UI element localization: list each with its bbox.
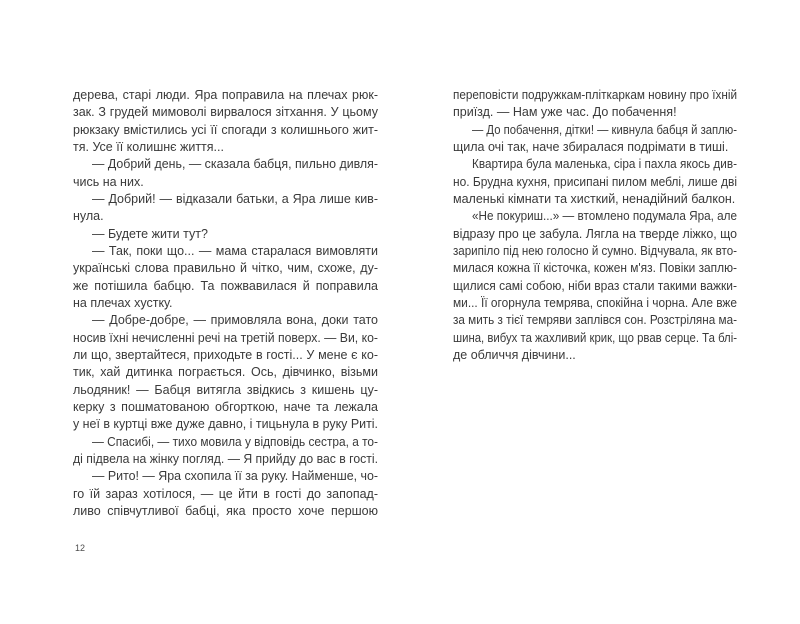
text-line: — Добрий день, — сказала бабця, пильно дивля- — [92, 157, 378, 172]
text-line: керку з пошматованою обгорткою, наче та лежала — [73, 399, 378, 414]
text-line: на плечах хустку. — [73, 295, 173, 310]
right-page-text — [453, 87, 737, 364]
text-line: ливо співчутливої бабці, яка просто хоче першою — [73, 503, 378, 518]
text-line: носив їхні нечисленні речі на третій поверх. — Ви, ко- — [73, 330, 378, 345]
text-line: — До побачення, дітки! — кивнула бабця й заплю- — [472, 122, 737, 137]
text-line: за мить з тієї темряви заплівся сон. Розстріляна ма- — [453, 313, 737, 328]
left-page-text — [73, 87, 378, 520]
text-line: тик, хай дитинка пограється. Ось, дівчинко, візьми — [73, 365, 378, 380]
left-page-number: 12 — [75, 543, 86, 553]
text-line: милася кожна її кісточка, кожен м'яз. Повіки заплю- — [453, 261, 737, 276]
text-line: шина, вибух та жахливий крик, що рвав серце. Та блі- — [453, 330, 737, 345]
text-line: щилися самі собою, ніби враз стали такими важки- — [453, 278, 737, 293]
text-line: — Добрий! — відказали батьки, а Яра лише кив- — [92, 191, 378, 206]
text-line: зарипіло під нею голосно й сумно. Відчувала, як вто- — [453, 243, 737, 258]
text-line: рюкзаку вмістились усі її спогади з колишнього жит- — [73, 122, 378, 137]
text-line: но. Брудна кухня, присипані пилом меблі, лише дві — [453, 174, 737, 189]
text-line: нула. — [73, 209, 104, 224]
text-line: відразу про це забула. Лягла на тверде ліжко, що — [453, 226, 737, 241]
text-line: дерева, старі люди. Яра поправила на плечах рюк- — [73, 88, 378, 102]
text-line: приїзд. — Нам уже час. До побачення! — [453, 105, 677, 120]
text-line: — Рито! — Яра схопила її за руку. Найменше, чо- — [92, 469, 378, 484]
text-line: переповісти подружкам-пліткаркам новину про їхній — [453, 88, 737, 102]
text-line: українські слова правильно й чітко, чим, схоже, ду- — [73, 261, 378, 276]
text-line: же потішила бабцю. Та пожвавилася й поправила — [73, 278, 378, 293]
text-line: ли що, звертайтеся, приходьте в гості... У мене є ко- — [73, 347, 378, 362]
text-line: — Будете жити тут? — [92, 226, 208, 241]
text-line: тя. Усе її колишнє життя... — [73, 139, 224, 154]
text-line: — Так, поки що... — мама старалася вимовляти — [92, 243, 378, 258]
text-line: «Не покуриш...» — втомлено подумала Яра, але — [472, 209, 737, 224]
text-line: у неї в куртці вже дуже давно, і тицьнула в руку Риті. — [73, 417, 378, 432]
text-line: ми... Її огорнула темрява, спокійна і чорна. Але вже — [453, 295, 737, 310]
text-line: маленькі кімнати та хисткий, ненадійний балкон. — [453, 191, 736, 206]
text-line: щила очі так, наче збиралася подрімати в тиші. — [453, 139, 729, 154]
text-line: — Спасибі, — тихо мовила у відповідь сестра, а то- — [92, 434, 378, 449]
text-line: — Добре-добре, — примовляла вона, доки тато — [92, 313, 378, 328]
text-line: льодяник! — Бабця витягла звідкись з кишень цу- — [73, 382, 378, 397]
text-line: го їй зараз хотілося, — це йти в гості до запопад- — [73, 486, 378, 501]
text-line: де обличчя дівчини... — [453, 347, 576, 362]
text-line: ді підвела на жінку погляд. — Я прийду до вас в гості. — [73, 451, 378, 466]
text-line: чись на них. — [73, 174, 144, 189]
text-line: Квартира була маленька, сіра і пахла якось див- — [472, 157, 737, 172]
text-line: зак. З грудей мимоволі вирвалося зітхання. У цьому — [73, 105, 378, 120]
